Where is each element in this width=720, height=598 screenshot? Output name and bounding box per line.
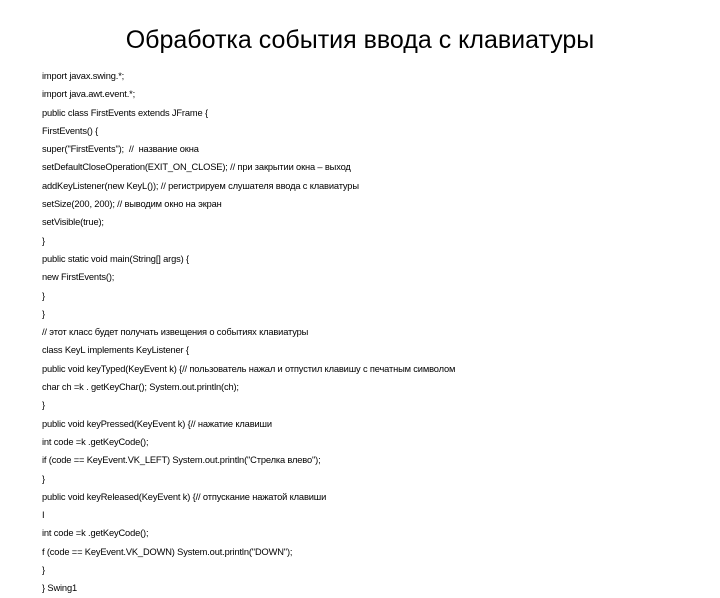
code-line: import java.awt.event.*;: [42, 89, 136, 100]
code-line: new FirstEvents();: [42, 272, 115, 283]
code-line: I: [42, 510, 45, 521]
code-line: public static void main(String[] args) {: [42, 253, 189, 264]
code-line: public class FirstEvents extends JFrame {: [42, 107, 208, 118]
code-line: } Swing1: [42, 583, 77, 594]
code-line: public void keyPressed(KeyEvent k) {// нажатие клавиши: [42, 418, 272, 429]
code-line: FirstEvents() {: [42, 125, 99, 136]
code-line: int code =k .getKeyCode();: [42, 528, 149, 539]
code-line: setDefaultCloseOperation(EXIT_ON_CLOSE); // при закрытии окна – выход: [42, 162, 351, 173]
code-line: }: [42, 308, 45, 319]
code-line: char ch =k . getKeyChar(); System.out.println(ch);: [42, 382, 239, 393]
code-line: }: [42, 565, 45, 576]
code-listing: [42, 67, 692, 598]
code-line: super("FirstEvents"); // название окна: [42, 144, 199, 155]
code-line: // этот класс будет получать извещения о событиях клавиатуры: [42, 327, 309, 338]
code-line: public void keyReleased(KeyEvent k) {// отпускание нажатой клавиши: [42, 491, 327, 502]
slide-title: Обработка события ввода с клавиатуры: [125, 26, 595, 54]
code-line: f (code == KeyEvent.VK_DOWN) System.out.println("DOWN");: [42, 546, 293, 557]
code-line: public void keyTyped(KeyEvent k) {// пользователь нажал и отпустил клавишу с печатным символом: [42, 363, 456, 374]
code-line: class KeyL implements KeyListener {: [42, 345, 189, 356]
code-line: if (code == KeyEvent.VK_LEFT) System.out.println("Стрелка влево");: [42, 455, 321, 466]
code-line: import javax.swing.*;: [42, 71, 125, 81]
code-line: }: [42, 235, 45, 246]
code-line: setSize(200, 200); // выводим окно на экран: [42, 199, 222, 210]
code-line: }: [42, 400, 45, 411]
code-line: int code =k .getKeyCode();: [42, 436, 149, 447]
code-line: }: [42, 290, 45, 301]
code-line: addKeyListener(new KeyL()); // регистрируем слушателя ввода с клавиатуры: [42, 180, 359, 191]
code-line: }: [42, 473, 45, 484]
code-line: setVisible(true);: [42, 217, 104, 228]
